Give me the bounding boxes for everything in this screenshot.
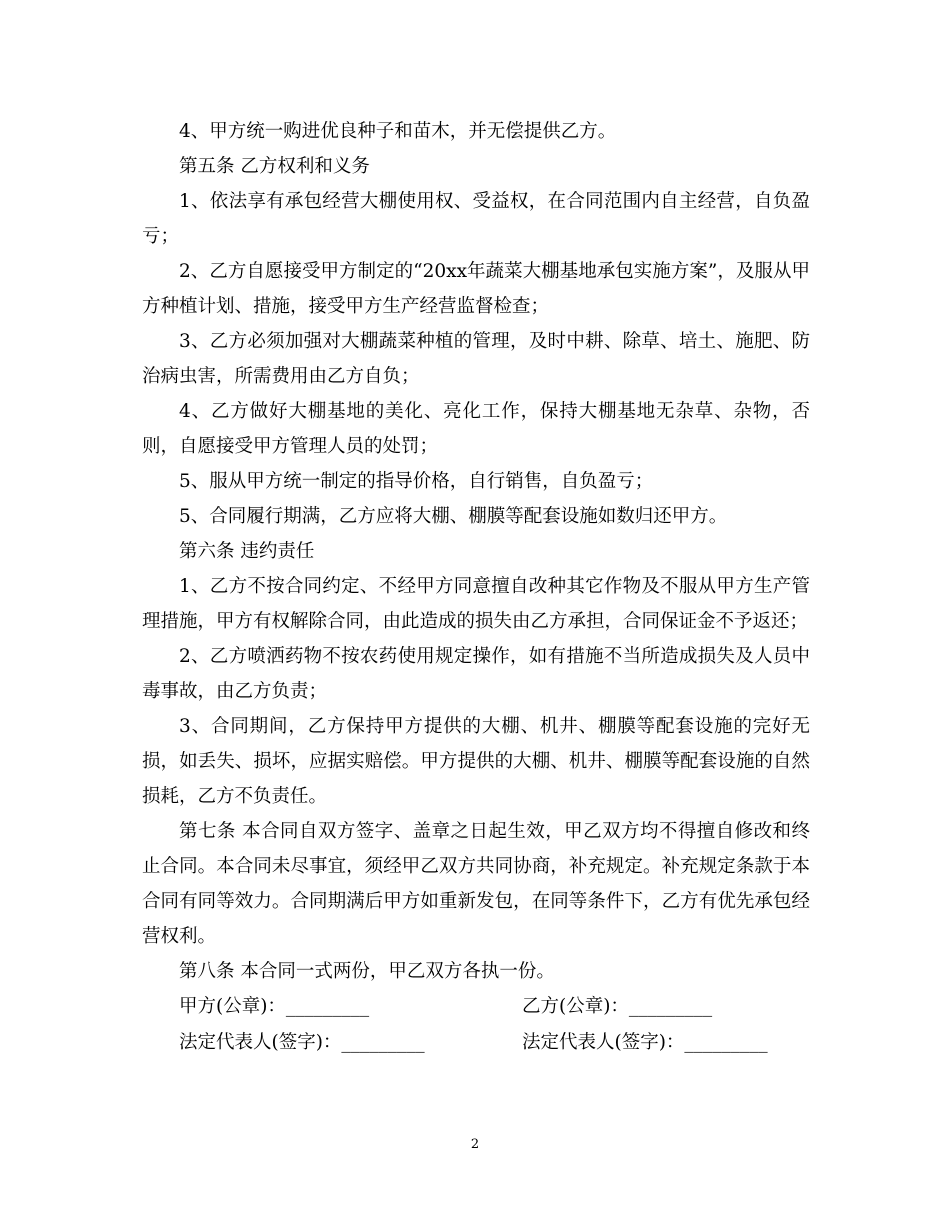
clause-item: 5、服从甲方统一制定的指导价格，自行销售，自负盈亏； — [179, 471, 654, 492]
document-body — [142, 114, 810, 1061]
clause-item: 4、乙方做好大棚基地的美化、亮化工作，保持大棚基地无杂草、杂物，否则，自愿接受甲方管理人员的处罚； — [142, 401, 810, 457]
article-eight: 第八条 本合同一式两份，甲乙双方各执一份。 — [179, 961, 555, 982]
clause-item: 1、乙方不按合同约定、不经甲方同意擅自改种其它作物及不服从甲方生产管理措施，甲方有权解除合同，由此造成的损失由乙方承担，合同保证金不予返还； — [142, 576, 810, 632]
clause-item: 2、乙方喷洒药物不按农药使用规定操作，如有措施不当所造成损失及人员中毒事故，由乙方负责； — [142, 646, 810, 702]
page-number: 2 — [470, 1137, 480, 1152]
section-heading: 第五条 乙方权利和义务 — [179, 156, 370, 177]
clause-item: 4、甲方统一购进优良种子和苗木，并无偿提供乙方。 — [179, 121, 617, 142]
clause-item: 3、合同期间，乙方保持甲方提供的大棚、机井、棚膜等配套设施的完好无损，如丢失、损坏，应据实赔偿。甲方提供的大棚、机井、棚膜等配套设施的自然损耗，乙方不负责任。 — [142, 716, 810, 807]
representative-row — [142, 1025, 810, 1061]
seal-row — [142, 989, 810, 1025]
party-b-representative-field: 法定代表人(签字)：_________ — [522, 1032, 768, 1053]
party-a-seal-field: 甲方(公章)：_________ — [179, 996, 370, 1017]
clause-item: 3、乙方必须加强对大棚蔬菜种植的管理，及时中耕、除草、培土、施肥、防治病虫害，所需费用由乙方自负； — [142, 331, 810, 387]
clause-item: 1、依法享有承包经营大棚使用权、受益权，在合同范围内自主经营，自负盈亏； — [142, 191, 810, 247]
clause-item: 2、乙方自愿接受甲方制定的“20xx年蔬菜大棚基地承包实施方案”，及服从甲方种植计划、措施，接受甲方生产经营监督检查； — [142, 261, 810, 317]
party-a-representative-field: 法定代表人(签字)：_________ — [179, 1032, 425, 1053]
party-b-seal-field: 乙方(公章)：_________ — [522, 996, 713, 1017]
clause-item: 5、合同履行期满，乙方应将大棚、棚膜等配套设施如数归还甲方。 — [179, 506, 728, 527]
section-heading: 第六条 违约责任 — [179, 541, 315, 562]
article-seven: 第七条 本合同自双方签字、盖章之日起生效，甲乙双方均不得擅自修改和终止合同。本合同未尽事宜，须经甲乙双方共同协商，补充规定。补充规定条款于本合同有同等效力。合同期满后甲方如重新发包，在同等条件下，乙方有优先承包经营权利。 — [142, 821, 810, 947]
